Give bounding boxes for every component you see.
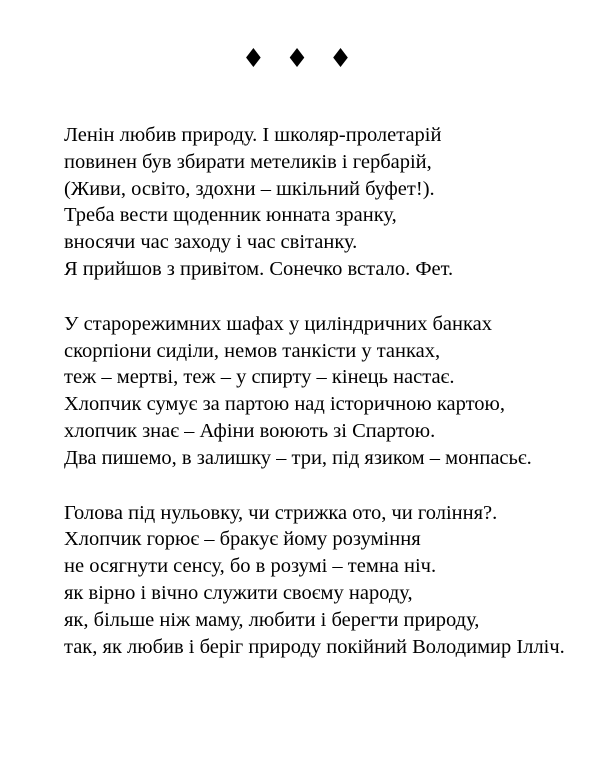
section-divider-ornament: ♦ ♦ ♦ (241, 44, 359, 74)
poem-line: теж – мертві, теж – у спирту – кінець настає. (64, 366, 455, 389)
poem-line: як, більше ніж маму, любити і берегти природу, (64, 608, 480, 631)
stanza-3 (64, 500, 594, 661)
poem-line: Ленін любив природу. І школяр-пролетарій (64, 124, 442, 146)
poem-line: вносячи час заходу і час світанку. (64, 231, 358, 254)
poem-body (64, 122, 594, 688)
poem-line: Треба вести щоденник юнната зранку, (64, 204, 397, 227)
poem-line: скорпіони сиділи, немов танкісти у танках, (64, 339, 441, 362)
stanza-2 (64, 311, 594, 472)
poem-line: Хлопчик сумує за партою над історичною картою, (64, 393, 505, 416)
poem-line: так, як любив і беріг природу покійний Володимир Ілліч. (64, 635, 565, 658)
poem-line: Голова під нульовку, чи стрижка ото, чи гоління?. (64, 501, 498, 524)
poem-line: (Живи, освіто, здохни – шкільний буфет!). (64, 177, 435, 200)
poem-line: У старорежимних шафах у циліндричних банках (64, 312, 492, 335)
poem-line: не осягнути сенсу, бо в розумі – темна ніч. (64, 555, 437, 578)
poem-line: як вірно і вічно служити своєму народу, (64, 581, 413, 604)
poem-line: хлопчик знає – Афіни воюють зі Спартою. (64, 419, 436, 442)
poem-line: Я прийшов з привітом. Сонечко встало. Фет. (64, 257, 454, 280)
poem-line: повинен був збирати метеликів і гербарій, (64, 150, 432, 173)
poem-line: Два пишемо, в залишку – три, під язиком – монпасьє. (64, 446, 532, 469)
stanza-1 (64, 122, 594, 283)
poem-line: Хлопчик горює – бракує йому розуміння (64, 528, 421, 551)
